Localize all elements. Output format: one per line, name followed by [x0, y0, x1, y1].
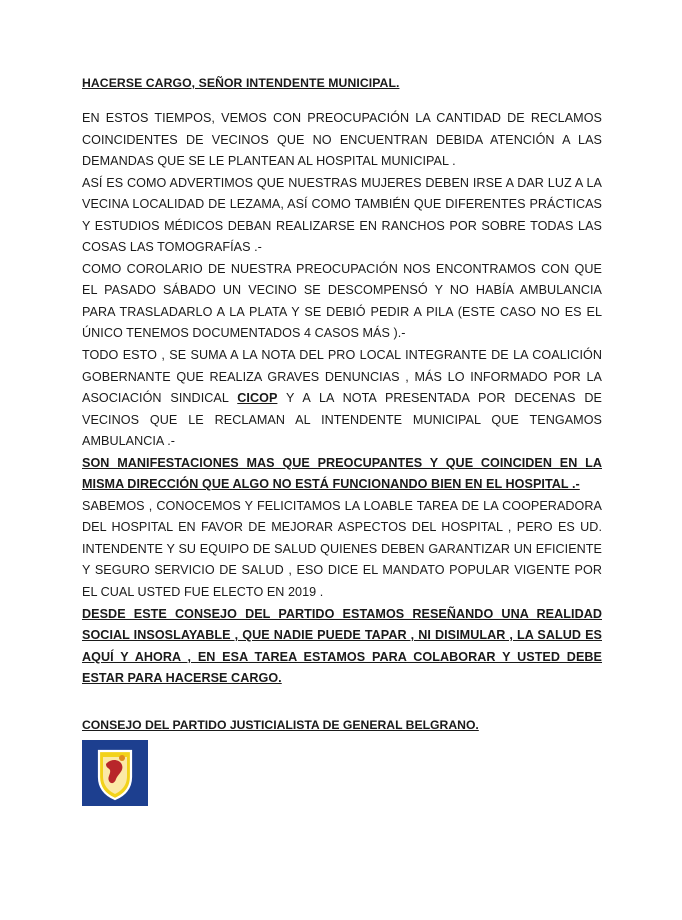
document-body — [82, 108, 602, 690]
paragraph-intro: EN ESTOS TIEMPOS, VEMOS CON PREOCUPACIÓN LA CANTIDAD DE RECLAMOS COINCIDENTES DE VECINOS QUE NO ENCUENTRAN DEBIDA ATENCIÓN A LAS DEMANDAS QUE SE LE PLANTEAN AL HOSPITAL MUNICIPAL . — [82, 111, 602, 169]
paragraph-maternity: ASÍ ES COMO ADVERTIMOS QUE NUESTRAS MUJERES DEBEN IRSE A DAR LUZ A LA VECINA LOCALIDAD DE LEZAMA, ASÍ COMO TAMBIÉN QUE DIFERENTES PRÁCTICAS Y ESTUDIOS MÉDICOS DEBAN REALIZARSE EN RANCHOS POR SOBRE TODAS LAS COSAS LAS TOMOGRAFÍAS .- — [82, 175, 602, 255]
signature-line: CONSEJO DEL PARTIDO JUSTICIALISTA DE GENERAL BELGRANO. — [82, 718, 479, 732]
paragraph-cooperadora: SABEMOS , CONOCEMOS Y FELICITAMOS LA LOABLE TAREA DE LA COOPERADORA DEL HOSPITAL EN FAVOR DE MEJORAR ASPECTOS DEL HOSPITAL , PERO ES UD. INTENDENTE Y SU EQUIPO DE SALUD QUIENES DEBEN GARANTIZAR UN EFICIENTE Y SEGURO SERVICIO DE SALUD , ESO DICE EL MANDATO POPULAR VIGENTE POR EL CUAL USTED FUE ELECTO EN 2019 . — [82, 498, 602, 600]
emphasis-paragraph-hospital: SON MANIFESTACIONES MAS QUE PREOCUPANTES Y QUE COINCIDEN EN LA MISMA DIRECCIÓN QUE ALGO NO ESTÁ FUNCIONANDO BIEN EN EL HOSPITAL .- — [82, 455, 602, 492]
party-emblem-icon — [82, 740, 148, 806]
paragraph-complaints-text-a: TODO ESTO , SE SUMA A LA NOTA DEL PRO LOCAL INTEGRANTE DE LA COALICIÓN GOBERNANTE QUE REALIZA GRAVES DENUNCIAS , MÁS LO INFORMADO POR LA ASOCIACIÓN SINDICAL — [82, 348, 602, 406]
paragraph-complaints-text-b: Y A LA NOTA PRESENTADA POR DECENAS DE VECINOS QUE LE RECLAMAN AL INTENDENTE MUNICIPAL QUE TENGAMOS AMBULANCIA .- — [82, 391, 602, 449]
emblem-sun — [119, 755, 125, 761]
document-title: HACERSE CARGO, SEÑOR INTENDENTE MUNICIPAL. — [82, 76, 400, 90]
cicop-union-name: CICOP — [237, 391, 278, 406]
emphasis-paragraph-council: DESDE ESTE CONSEJO DEL PARTIDO ESTAMOS RESEÑANDO UNA REALIDAD SOCIAL INSOSLAYABLE , QUE NADIE PUEDE TAPAR , NI DISIMULAR , LA SALUD ES AQUÍ Y AHORA , EN ESA TAREA ESTAMOS PARA COLABORAR Y USTED DEBE ESTAR PARA HACERSE CARGO. — [82, 606, 602, 686]
paragraph-ambulance: COMO COROLARIO DE NUESTRA PREOCUPACIÓN NOS ENCONTRAMOS CON QUE EL PASADO SÁBADO UN VECINO SE DESCOMPENSÓ Y NO HABÍA AMBULANCIA PARA TRASLADARLO A LA PLATA Y SE DEBIÓ PEDIR A PILA (ESTE CASO NO ES EL ÚNICO TENEMOS DOCUMENTADOS 4 CASOS MÁS ).- — [82, 261, 602, 341]
paragraph-complaints — [82, 345, 602, 453]
